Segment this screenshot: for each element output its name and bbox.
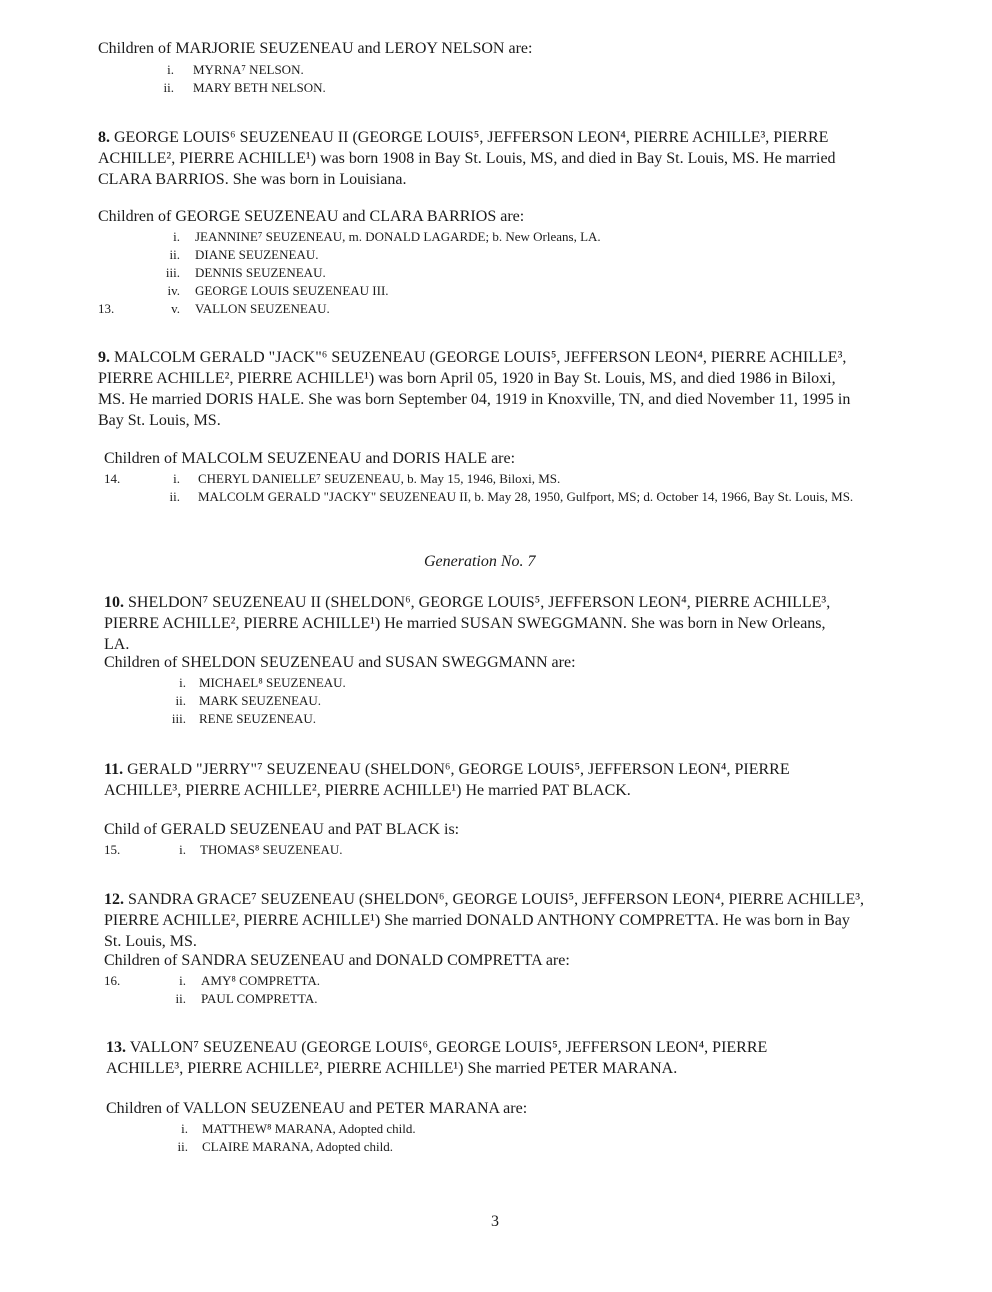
child-entry: i. JEANNINE⁷ SEUZENEAU, m. DONALD LAGARDE; b. New Orleans, LA. xyxy=(173,229,601,244)
children-section xyxy=(98,206,898,318)
person-entry-8: 8. GEORGE LOUIS⁶ SEUZENEAU II (GEORGE LOUIS⁵, JEFFERSON LEON⁴, PIERRE ACHILLE³, PIERRE ACHILLE², PIERRE ACHILLE¹) was born 1908 in Bay St. Louis, MS, and died in Bay St. Louis, MS. He married CLARA BARRIOS. She was born in Louisiana. xyxy=(98,129,836,188)
children-section xyxy=(104,950,904,1008)
children-section xyxy=(98,38,898,97)
child-entry: ii. CLAIRE MARANA, Adopted child. xyxy=(177,1139,394,1154)
children-heading: Child of GERALD SEUZENEAU and PAT BLACK is: xyxy=(104,821,460,838)
child-entry: i. MYRNA⁷ NELSON. xyxy=(167,62,304,77)
children-heading: Children of MALCOLM SEUZENEAU and DORIS HALE are: xyxy=(104,450,516,467)
person-entry-12: 12. SANDRA GRACE⁷ SEUZENEAU (SHELDON⁶, GEORGE LOUIS⁵, JEFFERSON LEON⁴, PIERRE ACHILLE³, PIERRE ACHILLE², PIERRE ACHILLE¹) She married DONALD ANTHONY COMPRETTA. He was born in Bay St. Louis, MS. xyxy=(104,891,865,950)
child-entry: ii. MARY BETH NELSON. xyxy=(163,80,326,95)
child-entry: i. MATTHEW⁸ MARANA, Adopted child. xyxy=(181,1121,416,1136)
children-section xyxy=(106,1098,906,1156)
person-entry-11: 11. GERALD "JERRY"⁷ SEUZENEAU (SHELDON⁶, GEORGE LOUIS⁵, JEFFERSON LEON⁴, PIERRE ACHILLE³, PIERRE ACHILLE², PIERRE ACHILLE¹) He married PAT BLACK. xyxy=(104,761,790,799)
person-text: GERALD "JERRY"⁷ SEUZENEAU (SHELDON⁶, GEORGE LOUIS⁵, JEFFERSON LEON⁴, PIERRE ACHILLE³, PIERRE ACHILLE², PIERRE ACHILLE¹) He married PAT BLACK. xyxy=(104,761,790,799)
child-entry: iii. DENNIS SEUZENEAU. xyxy=(165,265,326,280)
child-entry: ii. MALCOLM GERALD "JACKY" SEUZENEAU II, b. May 28, 1950, Gulfport, MS; d. October 14, 1966, Bay St. Louis, MS. xyxy=(169,489,854,504)
person-text: VALLON⁷ SEUZENEAU (GEORGE LOUIS⁶, GEORGE LOUIS⁵, JEFFERSON LEON⁴, PIERRE ACHILLE³, PIERRE ACHILLE², PIERRE ACHILLE¹) She married PETER MARANA. xyxy=(106,1039,768,1077)
child-entry: ii. DIANE SEUZENEAU. xyxy=(169,247,319,262)
person-text: SANDRA GRACE⁷ SEUZENEAU (SHELDON⁶, GEORGE LOUIS⁵, JEFFERSON LEON⁴, PIERRE ACHILLE³, PIERRE ACHILLE², PIERRE ACHILLE¹) She married DONALD ANTHONY COMPRETTA. He was born in Bay St. Louis, MS. xyxy=(104,891,865,950)
child-ref-number: 15. xyxy=(104,842,121,857)
child-ref-number: 13. xyxy=(98,301,115,316)
person-entry-9: 9. MALCOLM GERALD "JACK"⁶ SEUZENEAU (GEORGE LOUIS⁵, JEFFERSON LEON⁴, PIERRE ACHILLE³, PIERRE ACHILLE², PIERRE ACHILLE¹) was born April 05, 1920 in Bay St. Louis, MS, and died 1986 in Biloxi, MS. He married DORIS HALE. She was born September 04, 1919 in Knoxville, TN, and died November 11, 1995 in Bay St. Louis, MS. xyxy=(98,349,851,429)
child-entry: 14. i. CHERYL DANIELLE⁷ SEUZENEAU, b. May 15, 1946, Biloxi, MS. xyxy=(104,471,561,486)
child-entry: iii. RENE SEUZENEAU. xyxy=(171,711,316,726)
child-entry: ii. MARK SEUZENEAU. xyxy=(175,693,322,708)
child-entry: iv. GEORGE LOUIS SEUZENEAU III. xyxy=(167,283,389,298)
generation-heading: Generation No. 7 xyxy=(424,553,536,570)
children-section xyxy=(104,652,904,728)
child-entry: ii. PAUL COMPRETTA. xyxy=(175,991,318,1006)
children-heading: Children of VALLON SEUZENEAU and PETER MARANA are: xyxy=(106,1100,528,1117)
children-heading: Children of MARJORIE SEUZENEAU and LEROY NELSON are: xyxy=(98,40,533,57)
children-section xyxy=(104,819,904,859)
children-heading: Children of GEORGE SEUZENEAU and CLARA BARRIOS are: xyxy=(98,208,525,225)
child-entry: 15. i. THOMAS⁸ SEUZENEAU. xyxy=(104,842,343,857)
page-number: 3 xyxy=(491,1213,499,1230)
children-section xyxy=(98,448,898,524)
person-text: SHELDON⁷ SEUZENEAU II (SHELDON⁶, GEORGE LOUIS⁵, JEFFERSON LEON⁴, PIERRE ACHILLE³, PIERRE ACHILLE², PIERRE ACHILLE¹) He married SUSAN SWEGGMANN. She was born in New Orleans, LA. xyxy=(104,594,831,653)
children-heading: Children of SANDRA SEUZENEAU and DONALD COMPRETTA are: xyxy=(104,952,570,969)
child-entry: i. MICHAEL⁸ SEUZENEAU. xyxy=(179,675,346,690)
person-entry-13: 13. VALLON⁷ SEUZENEAU (GEORGE LOUIS⁶, GEORGE LOUIS⁵, JEFFERSON LEON⁴, PIERRE ACHILLE³, PIERRE ACHILLE², PIERRE ACHILLE¹) She married PETER MARANA. xyxy=(106,1039,768,1077)
child-entry: 13. v. VALLON SEUZENEAU. xyxy=(98,301,330,316)
person-entry-10: 10. SHELDON⁷ SEUZENEAU II (SHELDON⁶, GEORGE LOUIS⁵, JEFFERSON LEON⁴, PIERRE ACHILLE³, PIERRE ACHILLE², PIERRE ACHILLE¹) He married SUSAN SWEGGMANN. She was born in New Orleans, LA. xyxy=(104,594,831,653)
children-heading: Children of SHELDON SEUZENEAU and SUSAN SWEGGMANN are: xyxy=(104,654,576,671)
child-ref-number: 14. xyxy=(104,471,121,486)
child-ref-number: 16. xyxy=(104,973,121,988)
person-text: GEORGE LOUIS⁶ SEUZENEAU II (GEORGE LOUIS⁵, JEFFERSON LEON⁴, PIERRE ACHILLE³, PIERRE ACHILLE², PIERRE ACHILLE¹) was born 1908 in Bay St. Louis, MS, and died in Bay St. Louis, MS. He married CLARA BARRIOS. She was born in Louisiana. xyxy=(98,129,836,188)
child-entry: 16. i. AMY⁸ COMPRETTA. xyxy=(104,973,321,988)
person-text: MALCOLM GERALD "JACK"⁶ SEUZENEAU (GEORGE LOUIS⁵, JEFFERSON LEON⁴, PIERRE ACHILLE³, PIERRE ACHILLE², PIERRE ACHILLE¹) was born April 05, 1920 in Bay St. Louis, MS, and died 1986 in Biloxi, MS. He married DORIS HALE. She was born September 04, 1919 in Knoxville, TN, and died November 11, 1995 in Bay St. Louis, MS. xyxy=(98,349,851,429)
